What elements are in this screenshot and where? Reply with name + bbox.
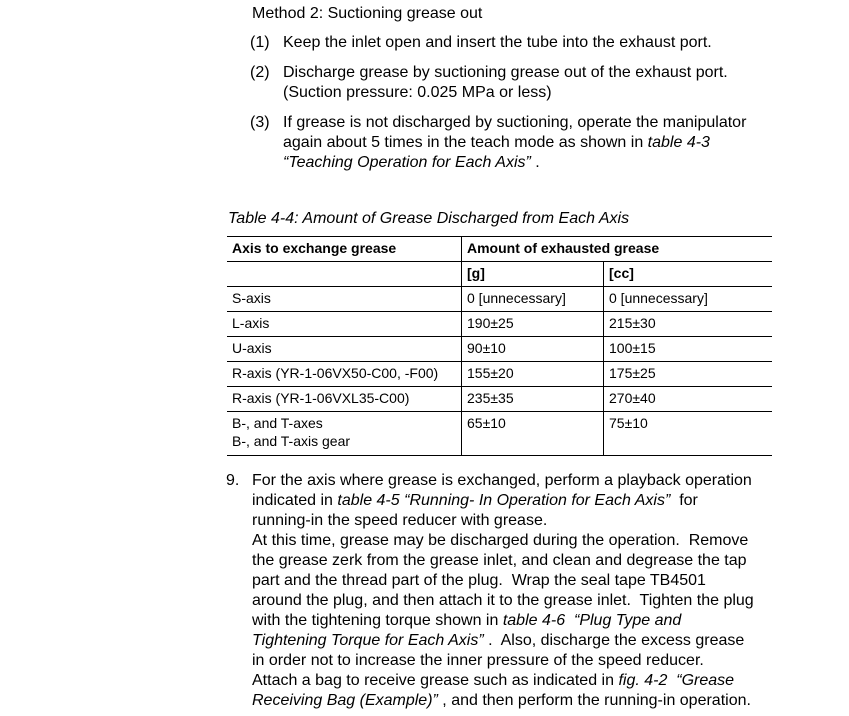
cell-axis: S-axis: [227, 287, 462, 312]
step9-line: around the plug, and then attach it to the grease inlet. Tighten the plug: [252, 592, 754, 609]
cell-axis-line: B-, and T-axis gear: [232, 433, 351, 449]
step9-line: running-in the speed reducer with grease.: [252, 512, 548, 529]
table-header-row: [227, 237, 772, 262]
cell-axis: R-axis (YR-1-06VXL35-C00): [227, 387, 462, 412]
table-unit-row: [227, 262, 772, 287]
step-text: [283, 63, 728, 103]
table-row: [227, 337, 772, 362]
table-row: [227, 312, 772, 337]
step9-segment: [667, 672, 676, 689]
cell-axis: L-axis: [227, 312, 462, 337]
step-text-line: [283, 133, 746, 153]
step-number: 9.: [226, 472, 240, 489]
step9-segment: [565, 612, 574, 629]
cell-grams: 0 [unnecessary]: [462, 287, 604, 312]
table-reference-title[interactable]: Tightening Torque for Each Axis”: [252, 632, 484, 649]
cell-cc: 215±30: [604, 312, 773, 337]
step-text-line: Discharge grease by suctioning grease out of the exhaust port.: [283, 64, 728, 81]
step-text-segment: .: [530, 154, 540, 171]
table-reference-link[interactable]: table 4-3: [647, 134, 710, 151]
header-amount: Amount of exhausted grease: [462, 237, 773, 262]
table-caption: Table 4-4: Amount of Grease Discharged from Each Axis: [228, 210, 630, 227]
step9-line: [252, 691, 754, 711]
cell-cc: 75±10: [604, 412, 773, 456]
step-number: (1): [250, 34, 270, 51]
step9-line: in order not to increase the inner pressure of the speed reducer.: [252, 652, 704, 669]
step9-segment: . Also, discharge the excess grease: [483, 632, 745, 649]
grease-table: [227, 236, 772, 456]
step9-line: [252, 611, 754, 631]
step9-line: For the axis where grease is exchanged, perform a playback operation: [252, 472, 752, 489]
method-heading: Method 2: Suctioning grease out: [252, 5, 483, 22]
step9-line: part and the thread part of the plug. Wrap the seal tape TB4501: [252, 572, 706, 589]
figure-reference-link[interactable]: fig. 4-2: [618, 672, 668, 689]
cell-grams: 90±10: [462, 337, 604, 362]
header-unit-g: [g]: [462, 262, 604, 287]
step-text: [283, 113, 746, 173]
step9-line: the grease zerk from the grease inlet, and clean and degrease the tap: [252, 552, 747, 569]
cell-grams: 235±35: [462, 387, 604, 412]
cell-cc: 175±25: [604, 362, 773, 387]
cell-grams: 190±25: [462, 312, 604, 337]
step-text: Keep the inlet open and insert the tube into the exhaust port.: [283, 34, 712, 51]
step9-segment: with the tightening torque shown in: [252, 612, 503, 629]
step-number: (3): [250, 114, 270, 131]
step-text-line: (Suction pressure: 0.025 MPa or less): [283, 84, 552, 101]
cell-axis-line: B-, and T-axes: [232, 415, 323, 431]
cell-cc: 0 [unnecessary]: [604, 287, 773, 312]
step-text-line: [283, 153, 746, 173]
step9-segment: indicated in: [252, 492, 338, 509]
table-reference-link[interactable]: table 4-6: [502, 612, 566, 629]
table-reference-link[interactable]: table 4-5: [337, 492, 400, 509]
figure-reference-title[interactable]: Receiving Bag (Example)”: [252, 692, 438, 709]
table-row: [227, 287, 772, 312]
step-text-segment: again about 5 times in the teach mode as shown in: [283, 134, 648, 151]
cell-grams: 155±20: [462, 362, 604, 387]
step9-line: [252, 671, 754, 691]
step9-segment: Attach a bag to receive grease such as indicated in: [252, 672, 619, 689]
step9-segment: , and then perform the running-in operation.: [437, 692, 751, 709]
step9-line: At this time, grease may be discharged during the operation. Remove: [252, 532, 749, 549]
cell-cc: 270±40: [604, 387, 773, 412]
header-axis-spacer: [227, 262, 462, 287]
cell-axis: U-axis: [227, 337, 462, 362]
header-unit-cc: [cc]: [604, 262, 773, 287]
step9-segment: for: [670, 492, 698, 509]
cell-cc: 100±15: [604, 337, 773, 362]
table-reference-title[interactable]: “Teaching Operation for Each Axis”: [283, 154, 531, 171]
step9-line: [252, 491, 754, 511]
cell-grams: 65±10: [462, 412, 604, 456]
table-reference-title[interactable]: “Plug Type and: [573, 612, 682, 629]
table-reference-title[interactable]: “Running- In Operation for Each Axis”: [404, 492, 671, 509]
table-row: [227, 387, 772, 412]
step9-line: [252, 631, 754, 651]
table-row: [227, 362, 772, 387]
table-row: [227, 412, 772, 456]
step9-text: [252, 471, 754, 711]
cell-axis: [227, 412, 462, 456]
cell-axis: R-axis (YR-1-06VX50-C00, -F00): [227, 362, 462, 387]
step-text-line: If grease is not discharged by suctioning, operate the manipulator: [283, 114, 747, 131]
step-number: (2): [250, 64, 270, 81]
figure-reference-title[interactable]: “Grease: [676, 672, 735, 689]
header-axis: Axis to exchange grease: [227, 237, 462, 262]
